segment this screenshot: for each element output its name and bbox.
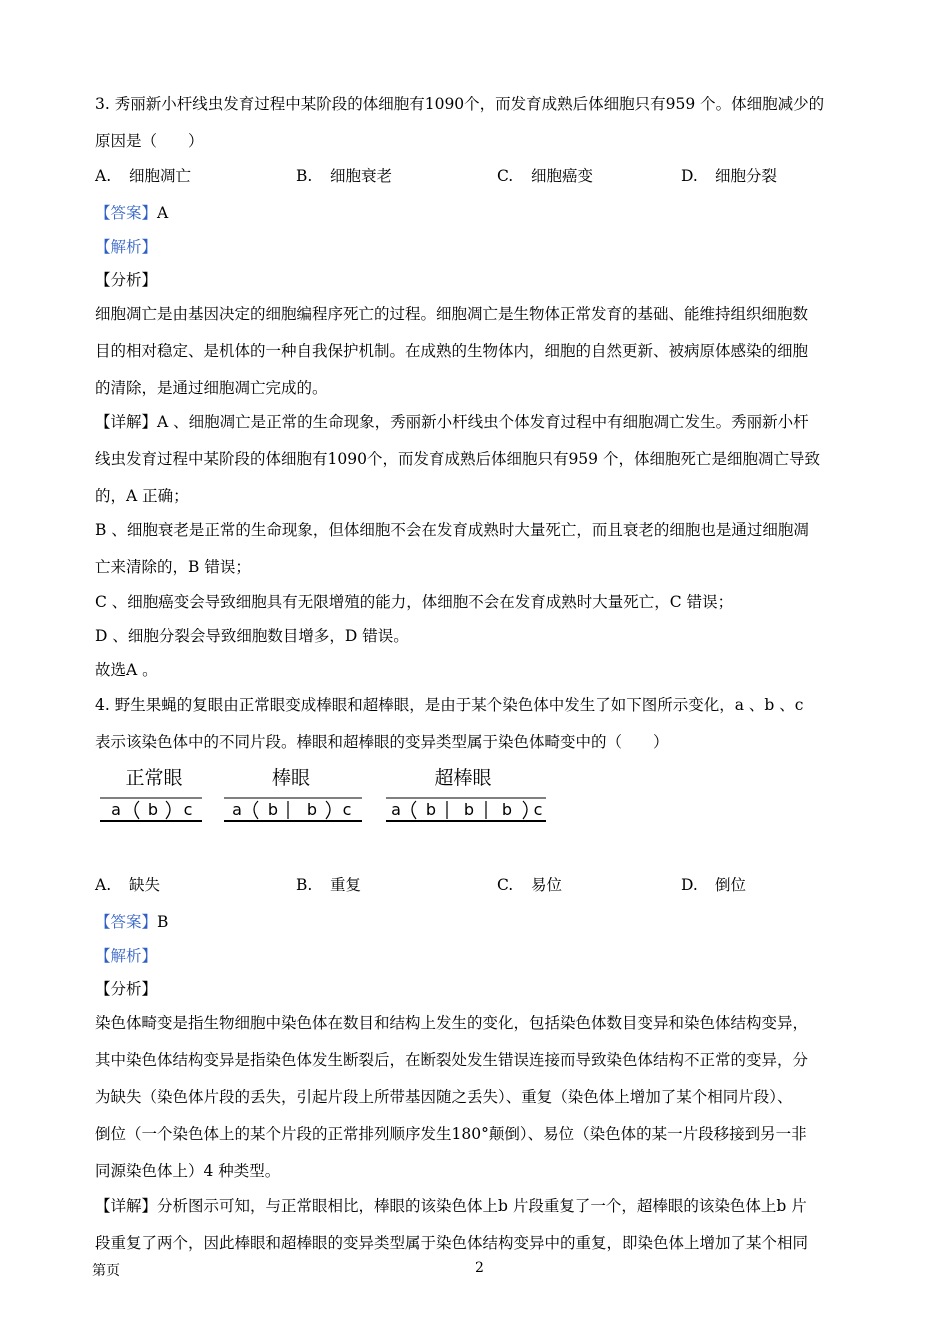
bar-bracket-3 [326,801,330,819]
bar-eye-chromosome [224,767,362,821]
footer-label: 第页 [92,1263,120,1279]
bar-segment-c: c [342,800,352,819]
q3-fenxi-line-2: 目的相对稳定、是机体的一种自我保护机制。在成熟的生物体内，细胞的自然更新、被病原体感染的细胞 [95,342,809,360]
superbar-segment-b2: b [463,800,475,819]
super-bar-eye-title: 超棒眼 [434,767,492,789]
answer-value: B [157,913,169,931]
q3-answer [95,201,168,223]
superbar-bracket-1 [412,801,416,819]
q4-option-d: D. 倒位 [681,876,747,894]
normal-eye-chromosome [100,767,202,821]
normal-segment-a: a [111,800,121,819]
q4-fenxi-line-2: 其中染色体结构变异是指染色体发生断裂后，在断裂处发生错误连接而导致染色体结构不正常的变异，分 [95,1051,809,1069]
superbar-segment-c: c [533,800,543,819]
q4-option-a: A. 缺失 [95,876,161,894]
bar-segment-b2: b [306,800,318,819]
q3-detail-d-line: D 、细胞分裂会导致细胞数目增多，D 错误。 [95,627,409,645]
superbar-bracket-4 [523,801,527,819]
q3-fenxi-tag: 【分析】 [95,271,158,289]
superbar-segment-b1: b [425,800,437,819]
bar-segment-a: a [232,800,242,819]
q3-option-b: B. 细胞衰老 [296,167,393,185]
normal-eye-title: 正常眼 [125,767,183,789]
q3-detail-line-3: 的，A 正确； [95,487,189,505]
bar-eye-title: 棒眼 [271,767,311,789]
super-bar-eye-chromosome [386,767,546,821]
answer-tag: 【答案】 [95,204,158,222]
q4-answer [95,910,168,932]
normal-bracket-right [166,801,170,819]
q3-option-a: A. 细胞凋亡 [95,167,192,185]
q3-detail-line-1: 【详解】A 、细胞凋亡是正常的生命现象，秀丽新小杆线虫个体发育过程中有细胞凋亡发生。秀丽新小杆 [95,413,809,431]
q4-stem-line-1: 4. 野生果蝇的复眼由正常眼变成棒眼和超棒眼，是由于某个染色体中发生了如下图所示变化，a 、b 、c [95,696,804,714]
q3-fenxi-line-1: 细胞凋亡是由基因决定的细胞编程序死亡的过程。细胞凋亡是生物体正常发育的基础、能维持组织细胞数 [95,305,809,323]
q4-fenxi-line-5: 同源染色体上）4 种类型。 [95,1162,281,1180]
q3-detail-line-2: 线虫发育过程中某阶段的体细胞有1090个，而发育成熟后体细胞只有959 个，体细胞死亡是细胞凋亡导致 [95,450,820,468]
q3-option-c: C. 细胞癌变 [497,167,594,185]
answer-tag: 【答案】 [95,913,158,931]
answer-value: A [157,204,169,222]
page-number: 2 [475,1260,484,1276]
q4-option-b: B. 重复 [296,876,362,894]
q4-detail-line-1: 【详解】分析图示可知，与正常眼相比，棒眼的该染色体上b 片段重复了一个，超棒眼的该染色体上b 片 [95,1197,807,1215]
q3-stem-line-1: 3. 秀丽新小杆线虫发育过程中某阶段的体细胞有1090个，而发育成熟后体细胞只有959 个。体细胞减少的 [95,95,825,113]
q4-fenxi-line-4: 倒位（一个染色体上的某个片段的正常排列顺序发生180°颠倒）、易位（染色体的某一片段移接到另一非 [95,1125,807,1143]
q3-fenxi-line-3: 的清除，是通过细胞凋亡完成的。 [95,379,328,397]
q4-option-c: C. 易位 [497,876,563,894]
q3-detail-b-line-1: B 、细胞衰老是正常的生命现象，但体细胞不会在发育成熟时大量死亡，而且衰老的细胞也是通过细胞凋 [95,521,809,539]
normal-bracket-left [135,801,139,819]
superbar-segment-b3: b [501,800,513,819]
q3-detail-b-line-2: 亡来清除的，B 错误； [95,558,251,576]
normal-segment-c: c [183,800,193,819]
normal-segment-b: b [147,800,159,819]
q3-option-d: D. 细胞分裂 [681,167,778,185]
chromosome-figure [98,762,558,826]
bar-segment-b1: b [267,800,279,819]
q3-conclusion: 故选A 。 [95,661,158,679]
q4-fenxi-line-3: 为缺失（染色体片段的丢失，引起片段上所带基因随之丢失）、重复（染色体上增加了某个相同片段）、 [95,1088,793,1106]
q4-jiexi-tag: 【解析】 [95,947,158,965]
q3-detail-c-line: C 、细胞癌变会导致细胞具有无限增殖的能力，体细胞不会在发育成熟时大量死亡，C 错误； [95,593,734,611]
q3-stem-line-2: 原因是（ ） [95,132,204,150]
q4-stem-line-2: 表示该染色体中的不同片段。棒眼和超棒眼的变异类型属于染色体畸变中的（ ） [95,733,669,751]
q4-detail-line-2: 段重复了两个，因此棒眼和超棒眼的变异类型属于染色体结构变异中的重复，即染色体上增加了某个相同 [95,1234,809,1252]
q4-fenxi-line-1: 染色体畸变是指生物细胞中染色体在数目和结构上发生的变化，包括染色体数目变异和染色体结构变异， [95,1014,809,1032]
bar-bracket-1 [254,801,258,819]
q4-fenxi-tag: 【分析】 [95,980,158,998]
q3-jiexi-tag: 【解析】 [95,238,158,256]
superbar-segment-a: a [391,800,401,819]
